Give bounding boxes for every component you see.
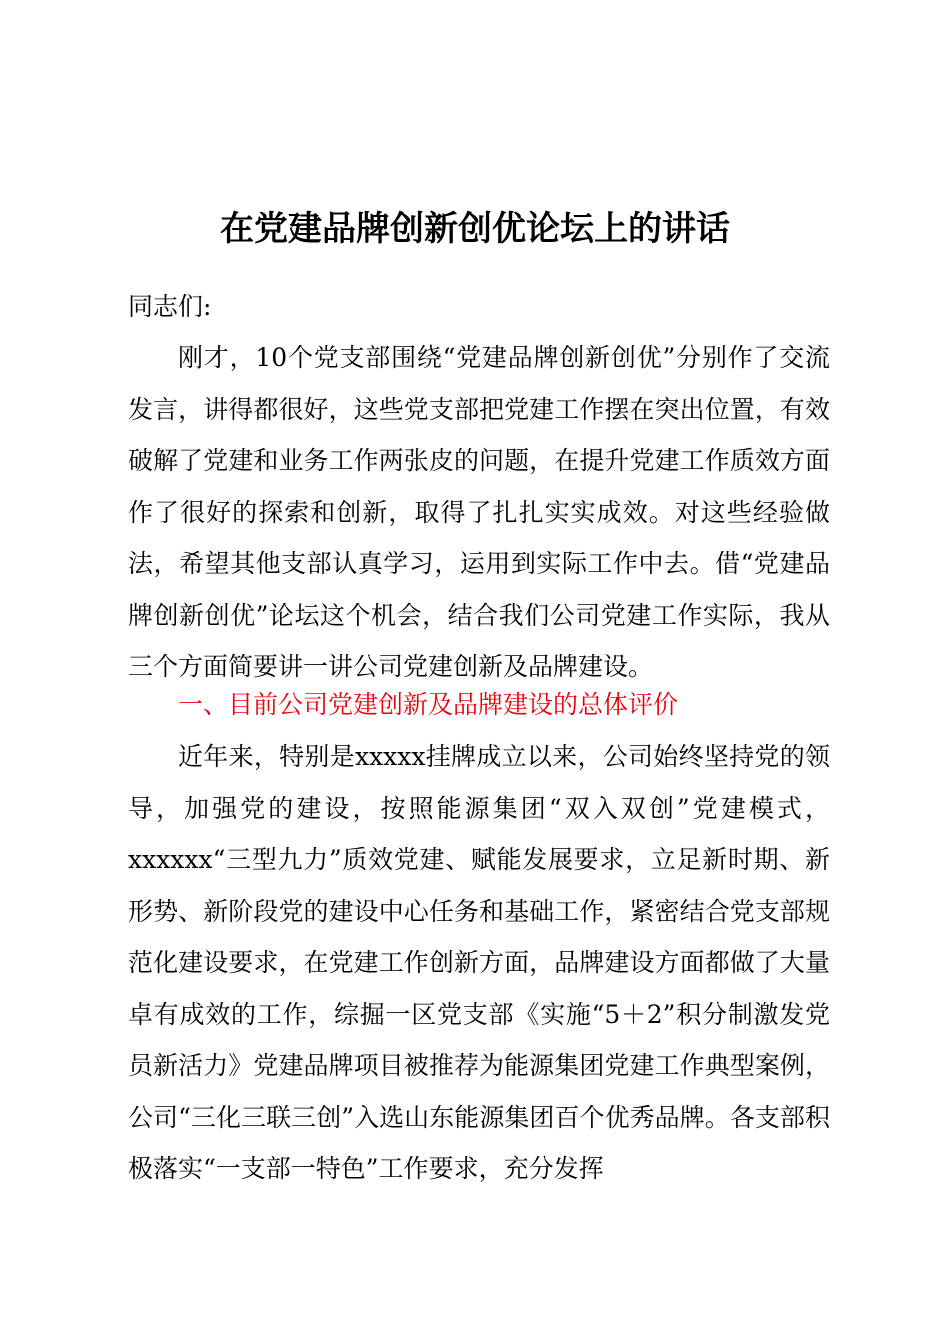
- document-title: 在党建品牌创新创优论坛上的讲话: [220, 209, 730, 249]
- salutation: 同志们:: [128, 292, 212, 321]
- section-heading: 一、目前公司党建创新及品牌建设的总体评价: [178, 690, 679, 719]
- opening-paragraph: 刚才，10个党支部围绕“党建品牌创新创优”分别作了交流发言，讲得都很好，这些党支部把党建工作摆在突出位置，有效破解了党建和业务工作两张皮的问题，在提升党建工作质效方面作了很好的探索和创新，取得了扎扎实实成效。对这些经验做法，希望其他支部认真学习，运用到实际工作中去。借“党建品牌创新创优”论坛这个机会，结合我们公司党建工作实际，我从三个方面简要讲一讲公司党建创新及品牌建设。: [128, 343, 830, 681]
- section-paragraph: 近年来，特别是xxxxx挂牌成立以来，公司始终坚持党的领导，加强党的建设，按照能源集团“双入双创”党建模式，xxxxxx“三型九力”质效党建、赋能发展要求，立足新时期、新形势、新阶段党的建设中心任务和基础工作，紧密结合党支部规范化建设要求，在党建工作创新方面，品牌建设方面都做了大量卓有成效的工作，综掘一区党支部《实施“5＋2”积分制激发党员新活力》党建品牌项目被推荐为能源集团党建工作典型案例，公司“三化三联三创”入选山东能源集团百个优秀品牌。各支部积极落实“一支部一特色”工作要求，充分发挥: [128, 742, 830, 1183]
